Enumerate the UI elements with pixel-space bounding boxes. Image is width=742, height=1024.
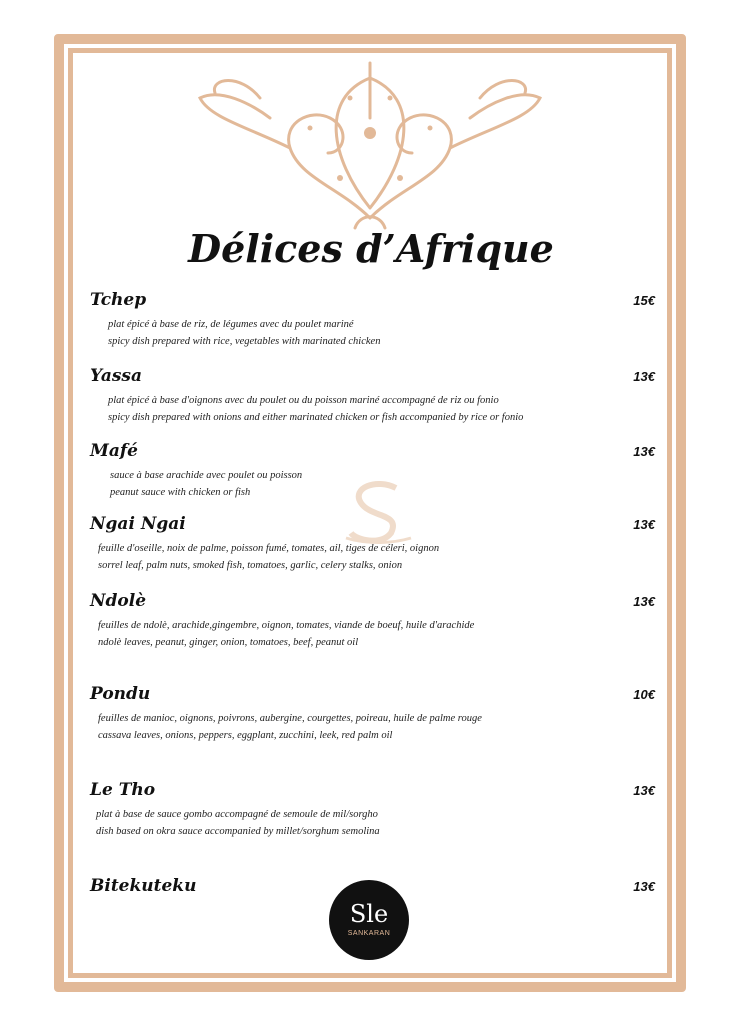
dish-name: Ndolè <box>90 591 147 611</box>
dish-description <box>98 710 482 744</box>
dish-description <box>110 467 302 501</box>
ornament-decoration <box>190 58 550 233</box>
description-french: plat épicé à base d'oignons avec du poulet ou du poisson mariné accompagné de riz ou fonio <box>108 395 499 406</box>
dish-price: 15€ <box>633 293 655 308</box>
dish-price: 10€ <box>633 687 655 702</box>
description-french: feuilles de ndolè, arachide,gingembre, oignon, tomates, viande de boeuf, huile d'arachide <box>98 620 475 631</box>
dish-price: 13€ <box>633 879 655 894</box>
dish-price: 13€ <box>633 369 655 384</box>
dish-description <box>96 806 380 840</box>
description-french: feuilles de manioc, oignons, poivrons, aubergine, courgettes, poireau, huile de palme rouge <box>98 713 482 724</box>
description-english: dish based on okra sauce accompanied by millet/sorghum semolina <box>96 826 380 837</box>
dish-price: 13€ <box>633 594 655 609</box>
dish-price: 13€ <box>633 517 655 532</box>
dish-description <box>108 392 523 426</box>
restaurant-logo <box>329 880 409 960</box>
logo-subtext: SANKARAN <box>347 930 391 937</box>
dish-name: Tchep <box>90 290 147 310</box>
description-english: spicy dish prepared with onions and either marinated chicken or fish accompanied by rice or fonio <box>108 412 524 423</box>
dish-price: 13€ <box>633 444 655 459</box>
description-french: plat à base de sauce gombo accompagné de semoule de mil/sorgho <box>96 809 378 820</box>
dish-name: Bitekuteku <box>90 876 197 896</box>
dish-description <box>98 617 474 651</box>
description-english: peanut sauce with chicken or fish <box>110 487 251 498</box>
dish-name: Ngai Ngai <box>90 514 186 534</box>
dish-name: Le Tho <box>90 780 156 800</box>
dish-description <box>98 540 439 574</box>
description-french: feuille d'oseille, noix de palme, poisson fumé, tomates, ail, tiges de céleri, oignon <box>98 543 440 554</box>
dish-name: Mafé <box>90 441 138 461</box>
dish-name: Yassa <box>90 366 142 386</box>
description-english: spicy dish prepared with rice, vegetables with marinated chicken <box>108 336 381 347</box>
description-english: cassava leaves, onions, peppers, eggplant, zucchini, leek, red palm oil <box>98 730 393 741</box>
logo-text: Sle <box>349 900 389 928</box>
dish-name: Pondu <box>90 684 151 704</box>
watermark-s-logo <box>336 478 416 548</box>
dish-description <box>108 316 380 350</box>
description-english: ndolè leaves, peanut, ginger, onion, tomatoes, beef, peanut oil <box>98 637 359 648</box>
description-french: plat épicé à base de riz, de légumes avec du poulet mariné <box>108 319 354 330</box>
menu-title: Délices d’Afrique <box>188 226 554 271</box>
description-french: sauce à base arachide avec poulet ou poisson <box>110 470 303 481</box>
dish-price: 13€ <box>633 783 655 798</box>
description-english: sorrel leaf, palm nuts, smoked fish, tomatoes, garlic, celery stalks, onion <box>98 560 403 571</box>
